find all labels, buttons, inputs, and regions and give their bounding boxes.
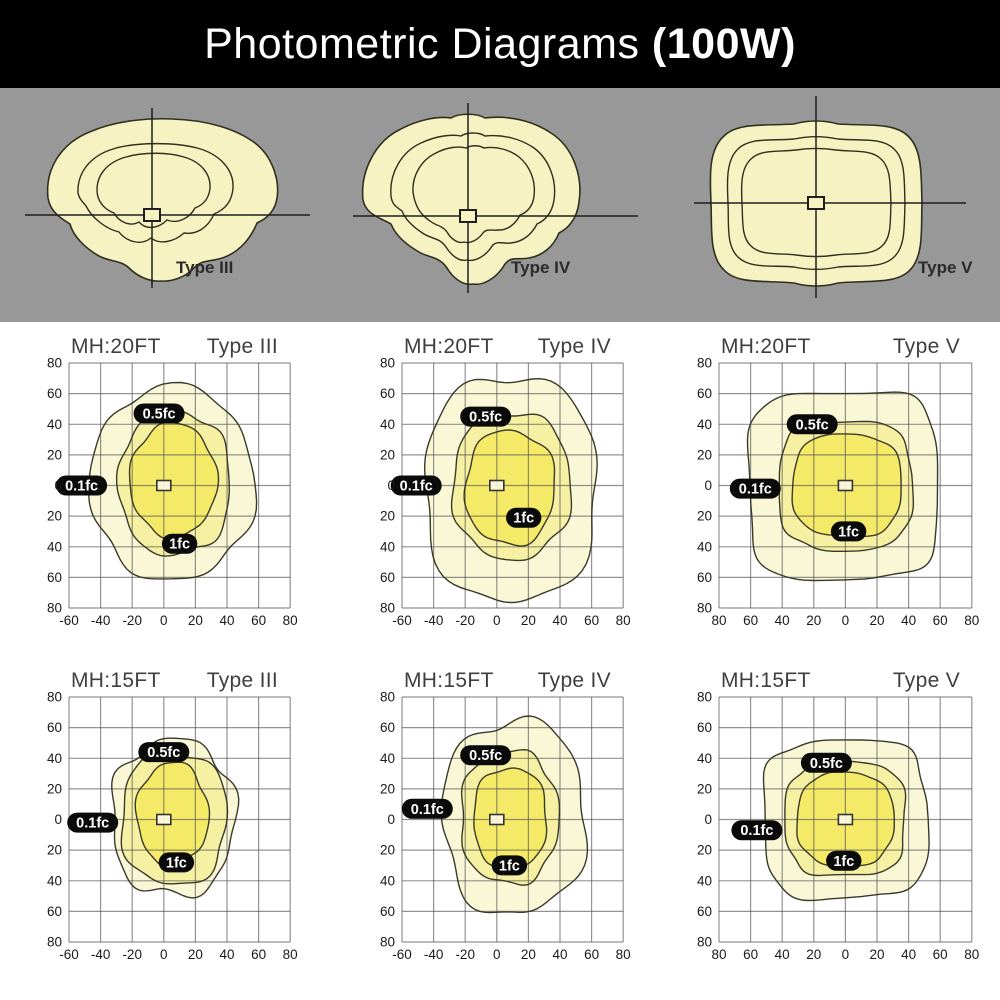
y-tick-label: 60 — [46, 569, 62, 585]
mounting-height-label: MH:20FT — [404, 334, 494, 358]
y-tick-label: 20 — [379, 842, 395, 858]
svg-text:1fc: 1fc — [165, 855, 187, 872]
distribution-type-label: Type III — [206, 668, 278, 692]
svg-text:0.5fc: 0.5fc — [469, 748, 503, 765]
y-tick-label: 40 — [696, 873, 712, 889]
x-tick-label: 40 — [774, 613, 790, 628]
photometric-chart-svg — [366, 358, 633, 632]
y-tick-label: 60 — [696, 903, 712, 919]
x-tick-label: 20 — [806, 613, 822, 628]
y-tick-label: 80 — [46, 358, 62, 371]
y-tick-label: 80 — [379, 358, 395, 371]
chart-title — [33, 664, 300, 692]
x-tick-label: 20 — [520, 947, 536, 962]
y-tick-label: 40 — [46, 539, 62, 555]
x-tick-label: 60 — [251, 947, 267, 962]
y-tick-label: 20 — [379, 508, 395, 524]
y-tick-label: 40 — [379, 873, 395, 889]
y-tick-label: 60 — [696, 386, 712, 402]
y-tick-label: 40 — [46, 416, 62, 432]
x-tick-label: 0 — [841, 947, 850, 962]
y-tick-label: 60 — [696, 720, 712, 736]
distribution-type-label: Type V — [892, 334, 960, 358]
x-tick-label: 80 — [615, 613, 631, 628]
chart-mh15ft-type-iii — [0, 664, 333, 966]
svg-text:0.1fc: 0.1fc — [76, 815, 110, 832]
y-tick-label: 20 — [379, 447, 395, 463]
contour-label — [801, 753, 852, 773]
x-tick-label: 80 — [711, 947, 727, 962]
contour-label — [787, 414, 838, 434]
y-tick-label: 60 — [696, 569, 712, 585]
type-iv-figure-svg — [333, 88, 666, 322]
y-tick-label: 80 — [696, 934, 712, 950]
type-iii-figure-svg — [0, 88, 333, 322]
y-tick-label: 0 — [704, 478, 712, 493]
x-tick-label: 0 — [160, 613, 168, 628]
x-tick-label: 80 — [711, 613, 727, 628]
x-tick-label: 0 — [160, 947, 168, 962]
photometric-chart-svg — [33, 692, 300, 966]
y-tick-label: 20 — [46, 781, 62, 797]
y-tick-label: 60 — [46, 720, 62, 736]
svg-text:0.5fc: 0.5fc — [795, 417, 829, 434]
svg-text:1fc: 1fc — [169, 536, 191, 553]
page-title — [204, 20, 796, 69]
distribution-type-label: Type III — [206, 334, 278, 358]
y-tick-label: 60 — [46, 903, 62, 919]
photometric-chart-svg — [33, 358, 300, 632]
svg-text:1fc: 1fc — [513, 510, 535, 527]
type-iii-distribution-figure — [0, 88, 333, 322]
y-tick-label: 20 — [696, 508, 712, 524]
y-tick-label: 40 — [696, 539, 712, 555]
charts-row-20ft — [0, 330, 1000, 632]
x-tick-label: -60 — [59, 947, 79, 962]
luminaire-marker — [808, 197, 824, 209]
x-tick-label: 60 — [251, 613, 267, 628]
y-tick-label: 20 — [696, 781, 712, 797]
x-tick-label: 20 — [869, 613, 885, 628]
y-tick-label: 40 — [696, 416, 712, 432]
chart-title — [366, 330, 633, 358]
y-tick-label: 40 — [46, 873, 62, 889]
title-main: Photometric Diagrams — [204, 19, 640, 68]
x-tick-label: 60 — [743, 613, 759, 628]
mounting-height-label: MH:15FT — [721, 668, 811, 692]
y-tick-label: 80 — [46, 600, 62, 616]
y-tick-label: 80 — [696, 692, 712, 705]
type-iv-distribution-figure — [333, 88, 666, 322]
pole-marker — [838, 481, 852, 491]
y-tick-label: 40 — [696, 750, 712, 766]
contour-label — [506, 508, 541, 528]
y-tick-label: 20 — [696, 842, 712, 858]
figure-label: Type V — [918, 258, 973, 277]
distribution-type-label: Type V — [892, 668, 960, 692]
svg-text:0.1fc: 0.1fc — [738, 481, 772, 498]
y-tick-label: 20 — [46, 842, 62, 858]
x-tick-label: -60 — [59, 613, 79, 628]
y-tick-label: 20 — [46, 508, 62, 524]
x-tick-label: 80 — [964, 947, 980, 962]
x-tick-label: -40 — [423, 947, 444, 962]
y-tick-label: 80 — [379, 692, 395, 705]
x-tick-label: 0 — [841, 613, 850, 628]
chart-mh20ft-type-v — [666, 330, 999, 632]
x-tick-label: -20 — [122, 613, 142, 628]
mounting-height-label: MH:20FT — [721, 334, 811, 358]
y-tick-label: 20 — [696, 447, 712, 463]
pole-marker — [490, 481, 504, 491]
luminaire-marker — [460, 210, 476, 222]
chart-title — [33, 330, 300, 358]
y-tick-label: 80 — [379, 600, 395, 616]
x-tick-label: 20 — [187, 947, 203, 962]
x-tick-label: 80 — [964, 613, 980, 628]
x-tick-label: -60 — [392, 947, 412, 962]
contour-label — [826, 851, 861, 871]
type-v-distribution-figure — [666, 88, 999, 322]
x-tick-label: 20 — [869, 947, 885, 962]
photometric-chart-svg — [683, 692, 982, 966]
x-tick-label: 40 — [901, 947, 917, 962]
chart-title — [683, 330, 982, 358]
y-tick-label: 40 — [379, 416, 395, 432]
x-tick-label: 40 — [219, 613, 235, 628]
svg-text:0.5fc: 0.5fc — [809, 755, 843, 772]
svg-text:0.5fc: 0.5fc — [142, 406, 176, 423]
x-tick-label: 60 — [932, 613, 948, 628]
y-tick-label: 0 — [54, 478, 62, 493]
pole-marker — [157, 481, 171, 491]
svg-text:0.1fc: 0.1fc — [740, 823, 774, 840]
x-tick-label: 80 — [282, 947, 298, 962]
contour-label — [162, 534, 197, 554]
x-tick-label: -40 — [90, 947, 111, 962]
y-tick-label: 40 — [379, 539, 395, 555]
x-tick-label: 40 — [552, 947, 568, 962]
y-tick-label: 0 — [54, 812, 62, 827]
x-tick-label: -40 — [423, 613, 444, 628]
contour-label — [730, 479, 781, 499]
svg-text:1fc: 1fc — [838, 524, 860, 541]
contour-label — [492, 855, 527, 875]
x-tick-label: 20 — [520, 613, 536, 628]
luminaire-marker — [144, 209, 160, 221]
title-wattage: (100W) — [651, 19, 796, 68]
contour-label — [831, 521, 866, 541]
figure-label: Type III — [176, 258, 234, 277]
y-tick-label: 0 — [704, 812, 712, 827]
type-v-figure-svg — [666, 88, 999, 322]
header — [0, 0, 1000, 88]
svg-text:0.5fc: 0.5fc — [147, 745, 181, 762]
chart-title — [683, 664, 982, 692]
x-tick-label: -40 — [90, 613, 111, 628]
distribution-type-label: Type IV — [537, 668, 611, 692]
y-tick-label: 40 — [379, 750, 395, 766]
svg-text:0.1fc: 0.1fc — [65, 478, 99, 495]
y-tick-label: 20 — [46, 447, 62, 463]
x-tick-label: -20 — [455, 947, 475, 962]
x-tick-label: -60 — [392, 613, 412, 628]
x-tick-label: 40 — [774, 947, 790, 962]
charts-row-15ft — [0, 664, 1000, 966]
chart-mh20ft-type-iii — [0, 330, 333, 632]
y-tick-label: 80 — [696, 600, 712, 616]
y-tick-label: 40 — [46, 750, 62, 766]
x-tick-label: 40 — [219, 947, 235, 962]
x-tick-label: 0 — [493, 613, 501, 628]
x-tick-label: 60 — [932, 947, 948, 962]
x-tick-label: 60 — [584, 613, 600, 628]
photometric-chart-svg — [366, 692, 633, 966]
contour-label — [134, 404, 185, 424]
x-tick-label: 60 — [584, 947, 600, 962]
x-tick-label: 20 — [806, 947, 822, 962]
y-tick-label: 80 — [46, 692, 62, 705]
distribution-type-label: Type IV — [537, 334, 611, 358]
y-tick-label: 0 — [387, 478, 395, 493]
mounting-height-label: MH:15FT — [404, 668, 494, 692]
contour-label — [460, 407, 511, 427]
contour-label — [138, 742, 189, 762]
photometric-chart-svg — [683, 358, 982, 632]
x-tick-label: 40 — [552, 613, 568, 628]
pole-marker — [490, 815, 504, 825]
y-tick-label: 60 — [379, 720, 395, 736]
chart-mh15ft-type-iv — [333, 664, 666, 966]
contour-label — [56, 476, 107, 496]
y-tick-label: 20 — [379, 781, 395, 797]
svg-text:1fc: 1fc — [833, 853, 855, 870]
chart-mh20ft-type-iv — [333, 330, 666, 632]
x-tick-label: -20 — [122, 947, 142, 962]
contour-label — [460, 745, 511, 765]
contour-fill-1fc — [474, 768, 547, 866]
y-tick-label: 0 — [387, 812, 395, 827]
x-tick-label: 40 — [901, 613, 917, 628]
svg-text:0.1fc: 0.1fc — [410, 801, 444, 818]
contour-label — [391, 476, 442, 496]
x-tick-label: -20 — [455, 613, 475, 628]
x-tick-label: 60 — [743, 947, 759, 962]
svg-text:0.5fc: 0.5fc — [469, 409, 503, 426]
x-tick-label: 0 — [493, 947, 501, 962]
contour-label — [159, 852, 194, 872]
contour-label — [731, 820, 782, 840]
x-tick-label: 20 — [187, 613, 203, 628]
mounting-height-label: MH:20FT — [71, 334, 161, 358]
pole-marker — [838, 815, 852, 825]
pole-marker — [157, 815, 171, 825]
mounting-height-label: MH:15FT — [71, 668, 161, 692]
y-tick-label: 60 — [379, 386, 395, 402]
y-tick-label: 80 — [46, 934, 62, 950]
beam-type-band — [0, 88, 1000, 322]
y-tick-label: 60 — [379, 569, 395, 585]
x-tick-label: 80 — [615, 947, 631, 962]
x-tick-label: 80 — [282, 613, 298, 628]
y-tick-label: 80 — [379, 934, 395, 950]
figure-label: Type IV — [511, 258, 571, 277]
contour-label — [402, 799, 453, 819]
svg-text:1fc: 1fc — [498, 858, 520, 875]
chart-mh15ft-type-v — [666, 664, 999, 966]
chart-title — [366, 664, 633, 692]
svg-text:0.1fc: 0.1fc — [399, 478, 433, 495]
contour-label — [67, 813, 118, 833]
y-tick-label: 60 — [379, 903, 395, 919]
y-tick-label: 80 — [696, 358, 712, 371]
iso-footcandle-charts — [0, 322, 1000, 966]
y-tick-label: 60 — [46, 386, 62, 402]
